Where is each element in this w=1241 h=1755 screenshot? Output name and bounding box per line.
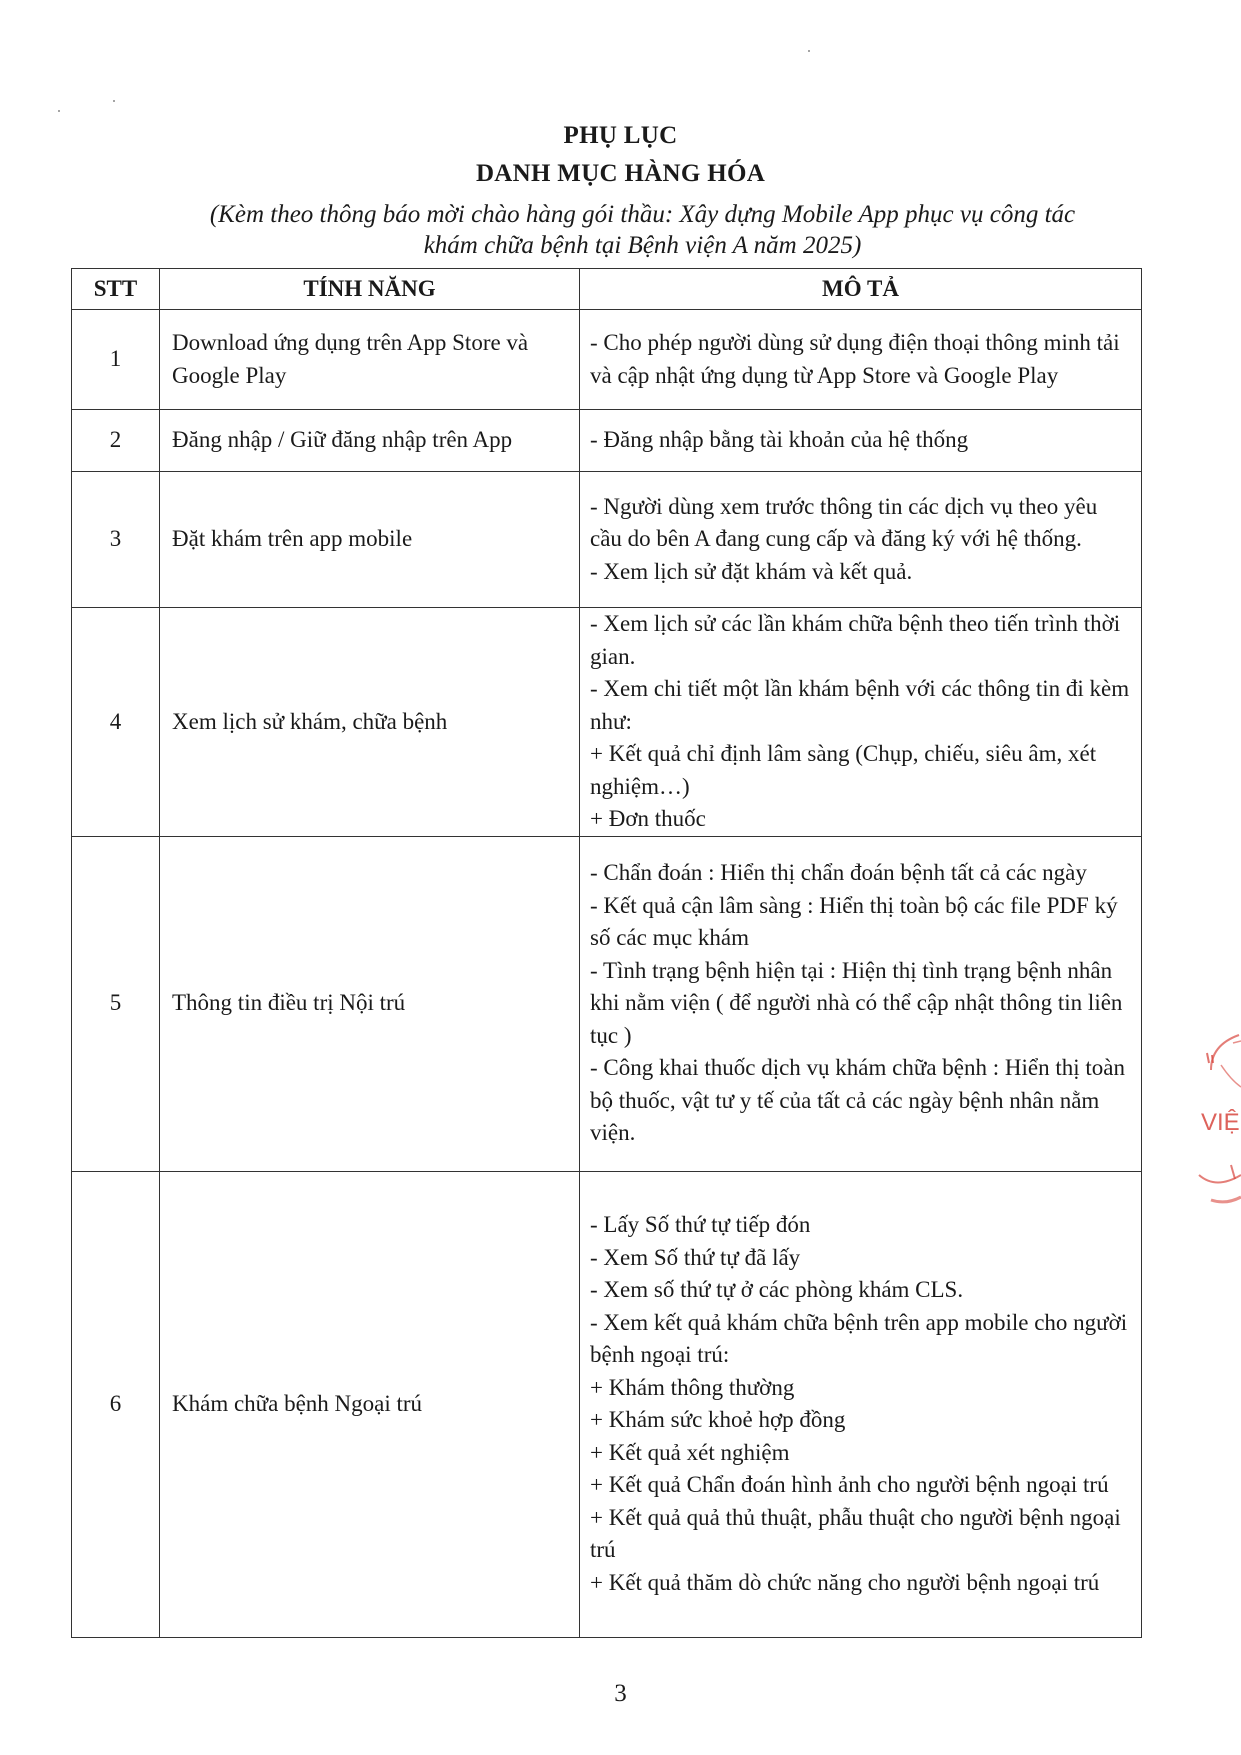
row-stt: 6: [72, 1171, 160, 1637]
goods-list-title: DANH MỤC HÀNG HÓA: [475, 160, 766, 187]
column-header-stt: STT: [72, 269, 160, 310]
description-line: - Xem chi tiết một lần khám bệnh với các thông tin đi kèm như:: [590, 676, 1130, 734]
row-stt: 3: [72, 472, 160, 608]
description-line: + Kết quả xét nghiệm: [590, 1439, 790, 1465]
description-line: - Cho phép người dùng sử dụng điện thoại thông minh tải và cập nhật ứng dụng từ App Store và Google Play: [590, 330, 1120, 388]
hospital-stamp-fragment-icon: [1181, 1025, 1241, 1240]
table-header-row: [72, 269, 1142, 310]
row-description: [580, 410, 1142, 472]
row-feature: Đăng nhập / Giữ đăng nhập trên App: [160, 410, 580, 472]
appendix-title: PHỤ LỤC: [563, 122, 678, 149]
row-description: [580, 608, 1142, 837]
table-row: [72, 608, 1142, 837]
row-stt: 4: [72, 608, 160, 837]
document-subtitle: [150, 199, 1135, 261]
row-stt: 5: [72, 836, 160, 1171]
scan-speck: [113, 100, 115, 102]
description-line: - Chẩn đoán : Hiển thị chẩn đoán bệnh tất cả các ngày: [590, 860, 1087, 886]
description-line: + Kết quả quả thủ thuật, phẫu thuật cho người bệnh ngoại trú: [590, 1504, 1121, 1562]
description-line: + Khám thông thường: [590, 1374, 795, 1400]
description-line: - Xem lịch sử các lần khám chữa bệnh theo tiến trình thời gian.: [590, 611, 1121, 669]
description-line: + Kết quả chỉ định lâm sàng (Chụp, chiếu, siêu âm, xét nghiệm…): [590, 741, 1097, 799]
row-feature: Xem lịch sử khám, chữa bệnh: [160, 608, 580, 837]
row-feature: Download ứng dụng trên App Store và Google Play: [160, 310, 580, 410]
row-description: [580, 472, 1142, 608]
row-description: [580, 836, 1142, 1171]
description-line: + Kết quả Chẩn đoán hình ảnh cho người bệnh ngoại trú: [590, 1472, 1109, 1497]
description-line: - Kết quả cận lâm sàng : Hiển thị toàn bộ các file PDF ký số các mục khám: [590, 892, 1118, 951]
row-description: [580, 310, 1142, 410]
column-header-feature: TÍNH NĂNG: [160, 269, 580, 310]
table-row: [72, 472, 1142, 608]
column-header-description: MÔ TẢ: [580, 269, 1142, 310]
description-line: - Công khai thuốc dịch vụ khám chữa bệnh : Hiển thị toàn bộ thuốc, vật tư y tế của tất cả các ngày bệnh nhân nằm viện.: [590, 1055, 1125, 1146]
table-row: [72, 836, 1142, 1171]
description-line: + Khám sức khoẻ hợp đồng: [590, 1407, 846, 1432]
description-line: - Người dùng xem trước thông tin các dịch vụ theo yêu cầu do bên A đang cung cấp và đăng ký với hệ thống.: [590, 493, 1098, 552]
description-line: - Đăng nhập bằng tài khoản của hệ thống: [590, 427, 969, 453]
description-line: + Đơn thuốc: [590, 806, 706, 831]
row-feature: Khám chữa bệnh Ngoại trú: [160, 1171, 580, 1637]
table-row: [72, 410, 1142, 472]
subtitle-line-2: khám chữa bệnh tại Bệnh viện A năm 2025): [423, 232, 862, 259]
scan-speck: [808, 50, 810, 52]
subtitle-line-1: (Kèm theo thông báo mời chào hàng gói thầu: Xây dựng Mobile App phục vụ công tác: [209, 201, 1076, 228]
row-stt: 1: [72, 310, 160, 410]
description-line: - Tình trạng bệnh hiện tại : Hiện thị tình trạng bệnh nhân khi nằm viện ( để người nhà có thể cập nhật thông tin liên tục ): [590, 957, 1123, 1048]
row-description: [580, 1171, 1142, 1637]
description-line: - Xem Số thứ tự đã lấy: [590, 1244, 801, 1270]
description-line: - Lấy Số thứ tự tiếp đón: [590, 1212, 811, 1237]
description-line: - Xem lịch sử đặt khám và kết quả.: [590, 558, 913, 584]
description-line: - Xem kết quả khám chữa bệnh trên app mobile cho người bệnh ngoại trú:: [590, 1309, 1128, 1367]
table-row: [72, 310, 1142, 410]
description-line: - Xem số thứ tự ở các phòng khám CLS.: [590, 1277, 964, 1302]
row-feature: Thông tin điều trị Nội trú: [160, 836, 580, 1171]
scan-speck: [58, 110, 60, 112]
svg-text:VIỆ: VIỆ: [1201, 1109, 1240, 1136]
description-line: + Kết quả thăm dò chức năng cho người bệnh ngoại trú: [590, 1569, 1100, 1595]
table-row: [72, 1171, 1142, 1637]
row-stt: 2: [72, 410, 160, 472]
page-number: 3: [614, 1680, 627, 1707]
row-feature: Đặt khám trên app mobile: [160, 472, 580, 608]
goods-table: [71, 268, 1142, 1638]
